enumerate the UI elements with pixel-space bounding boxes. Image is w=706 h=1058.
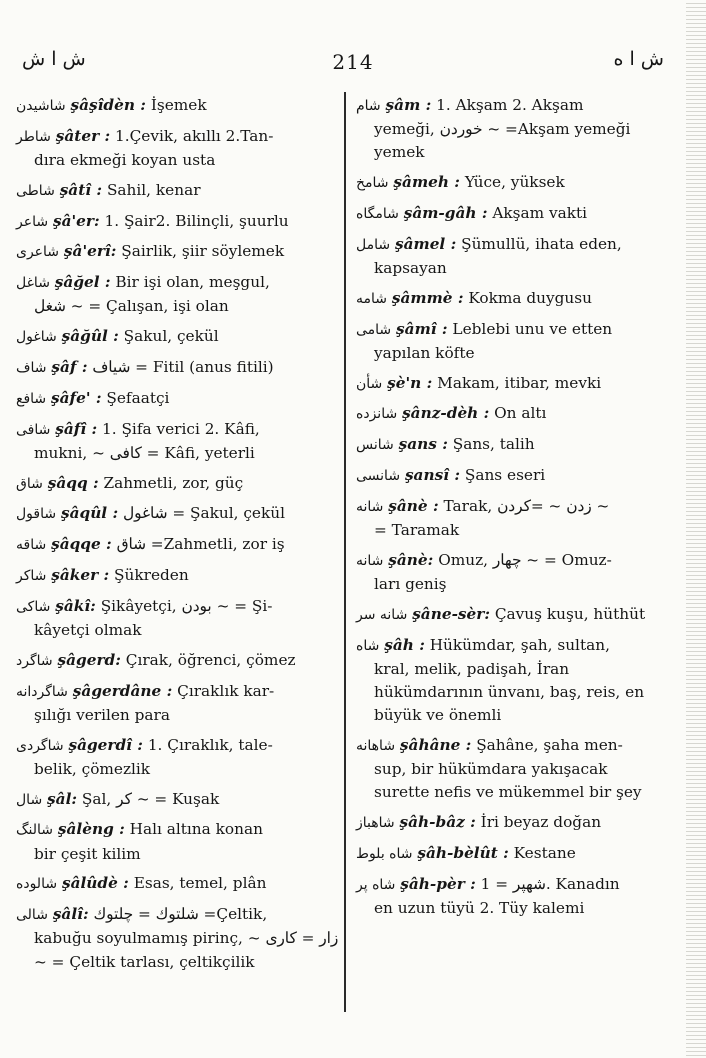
entry-definition-continued: bir çeşit kilim bbox=[34, 844, 141, 863]
entry-transliteration: şâfe' : bbox=[51, 388, 102, 407]
entry-definition-continued: kabuğu soyulmamış pirinç, ~ زار = كارى ~ = Çeltik tarlası, çeltikçilik bbox=[34, 929, 339, 971]
entry-definition: شاغول = Şakul, çekül bbox=[122, 504, 285, 523]
dictionary-entry bbox=[356, 464, 662, 488]
entry-definition-continued: dıra ekmeği koyan usta bbox=[34, 151, 216, 169]
left-column bbox=[16, 94, 340, 980]
entry-transliteration: şâh-bèlût : bbox=[417, 843, 509, 862]
entry-definition: Sahil, kenar bbox=[106, 180, 201, 199]
entry-definition: Çırak, öğrenci, çömez bbox=[125, 650, 296, 669]
entry-transliteration: şâlèng : bbox=[57, 820, 125, 839]
entry-transliteration: şâh-pèr : bbox=[400, 874, 476, 893]
entry-definition: Şefaatçi bbox=[106, 388, 170, 407]
entry-transliteration: şansî : bbox=[404, 465, 460, 484]
entry-persian-word: شاطى bbox=[16, 182, 55, 199]
entry-definition: Makam, itibar, mevki bbox=[437, 373, 602, 392]
entry-definition: Bir işi olan, meşgul, bbox=[115, 273, 270, 292]
dictionary-entry bbox=[16, 502, 340, 526]
entry-definition: İşemek bbox=[150, 96, 207, 114]
entry-definition: Kestane bbox=[513, 843, 576, 862]
entry-definition: Akşam vakti bbox=[492, 204, 588, 222]
entry-definition-continued: kral, melik, padişah, İran hükümdarının ünvanı, baş, reis, en büyük ve önemli bbox=[374, 659, 645, 725]
dictionary-entry bbox=[356, 549, 662, 596]
entry-persian-word: شاقول bbox=[16, 506, 57, 523]
entry-transliteration: şâqq : bbox=[47, 473, 99, 492]
entry-transliteration: şâtî : bbox=[59, 180, 103, 199]
dictionary-entry bbox=[16, 872, 340, 896]
entry-transliteration: şè'n : bbox=[387, 373, 433, 392]
dictionary-entry bbox=[16, 94, 340, 118]
entry-definition: Şahâne, şaha men- bbox=[476, 735, 623, 754]
entry-persian-word: شال bbox=[16, 791, 43, 808]
dictionary-entry bbox=[16, 564, 340, 588]
dictionary-entry bbox=[356, 233, 662, 280]
entry-persian-word: شاگردانه bbox=[16, 683, 68, 700]
entry-definition-continued: belik, çömezlik bbox=[34, 759, 151, 778]
entry-definition: Hükümdar, şah, sultan, bbox=[429, 635, 610, 654]
entry-definition: 1. Akşam 2. Akşam bbox=[436, 96, 584, 114]
entry-persian-word: شاشيدن bbox=[16, 98, 66, 114]
entry-definition-continued: kapsayan bbox=[374, 259, 447, 277]
entry-transliteration: şâqqe : bbox=[51, 535, 112, 554]
entry-persian-word: شامه bbox=[356, 290, 388, 307]
entry-definition: Zahmetli, zor, güç bbox=[103, 473, 244, 492]
entry-definition-continued: en uzun tüyü 2. Tüy kalemi bbox=[374, 898, 585, 917]
entry-definition: Esas, temel, plân bbox=[133, 874, 267, 893]
dictionary-entry bbox=[356, 171, 662, 195]
entry-definition: Halı altına konan bbox=[129, 820, 263, 839]
entry-transliteration: şânz-dèh : bbox=[402, 404, 490, 423]
entry-definition: شياف = Fitil (anus fitili) bbox=[92, 357, 274, 376]
entry-transliteration: şâf : bbox=[51, 357, 88, 376]
dictionary-entry bbox=[356, 734, 662, 805]
dictionary-entry bbox=[356, 603, 662, 627]
entry-persian-word: شاگرد bbox=[16, 652, 53, 669]
dictionary-entry bbox=[16, 680, 340, 727]
entry-transliteration: şâmmè : bbox=[391, 288, 464, 307]
entry-transliteration: şâmeh : bbox=[393, 173, 460, 192]
entry-definition: Leblebi unu ve etten bbox=[452, 319, 613, 338]
entry-transliteration: şâm : bbox=[385, 96, 432, 114]
entry-persian-word: شاغل bbox=[16, 275, 50, 292]
dictionary-entry bbox=[16, 418, 340, 465]
entry-persian-word: شامل bbox=[356, 236, 391, 253]
entry-persian-word: شالوده bbox=[16, 876, 58, 893]
entry-persian-word: شاعر bbox=[16, 213, 49, 230]
entry-persian-word: شاه بلوط bbox=[356, 845, 413, 862]
entry-definition: Şal, كر ~ = Kuşak bbox=[81, 789, 220, 808]
entry-transliteration: şâşîdèn : bbox=[70, 96, 146, 114]
entry-definition-continued: شغل ~ = Çalışan, işi olan bbox=[34, 297, 229, 316]
entry-transliteration: şâfî : bbox=[55, 419, 98, 438]
entry-persian-word: شانه bbox=[356, 552, 384, 569]
entry-transliteration: şâmel : bbox=[394, 234, 457, 253]
entry-definition: Çavuş kuşu, hüthüt bbox=[494, 604, 646, 623]
entry-definition: İri beyaz doğan bbox=[480, 813, 602, 832]
entry-persian-word: شاهباز bbox=[356, 815, 395, 832]
entry-persian-word: شأن bbox=[356, 375, 383, 392]
dictionary-entry bbox=[356, 94, 662, 165]
page-edge bbox=[686, 0, 706, 1058]
entry-persian-word: شاه bbox=[356, 637, 380, 654]
column-divider bbox=[344, 92, 346, 1012]
dictionary-entry bbox=[16, 903, 340, 974]
entry-transliteration: şâh-bâz : bbox=[399, 813, 476, 832]
entry-persian-word: شاكى bbox=[16, 598, 51, 615]
dictionary-entry bbox=[16, 387, 340, 411]
entry-persian-word: شاف bbox=[16, 359, 47, 376]
dictionary-entry bbox=[16, 788, 340, 812]
dictionary-entry bbox=[16, 734, 340, 781]
entry-definition-continued: mukni, ~ كافى = Kâfi, yeterli bbox=[34, 443, 255, 462]
entry-persian-word: شافع bbox=[16, 390, 47, 407]
entry-definition-continued: şılığı verilen para bbox=[34, 705, 170, 724]
entry-persian-word: شاق bbox=[16, 475, 43, 492]
entry-persian-word: شانس bbox=[356, 437, 394, 454]
entry-transliteration: şâ'er: bbox=[52, 211, 100, 230]
entry-persian-word: شامگاه bbox=[356, 206, 399, 222]
entry-transliteration: şâl: bbox=[47, 789, 78, 808]
entry-definition: Şümullü, ihata eden, bbox=[461, 234, 622, 253]
entry-persian-word: شاهانه bbox=[356, 737, 396, 754]
entry-transliteration: şâ'erî: bbox=[63, 242, 117, 261]
entry-persian-word: شاكر bbox=[16, 567, 47, 584]
entry-persian-word: شام bbox=[356, 98, 381, 114]
entry-persian-word: شامخ bbox=[356, 175, 389, 192]
entry-persian-word: شاقه bbox=[16, 537, 47, 554]
page-number: 214 bbox=[332, 50, 374, 74]
entry-definition: شلتوك = چلتوك =Çeltik, bbox=[93, 905, 268, 924]
entry-transliteration: şâgerdî : bbox=[68, 735, 143, 754]
dictionary-entry bbox=[356, 287, 662, 311]
entry-definition: Omuz, چهار ~ = Omuz- bbox=[438, 550, 612, 569]
entry-transliteration: şâh : bbox=[384, 635, 425, 654]
entry-transliteration: şâlûdè : bbox=[61, 874, 129, 893]
entry-persian-word: شافى bbox=[16, 421, 51, 438]
entry-persian-word: شالى bbox=[16, 907, 48, 924]
entry-definition: شاق =Zahmetli, zor iş bbox=[116, 535, 285, 554]
dictionary-entry bbox=[356, 811, 662, 835]
dictionary-entry bbox=[16, 325, 340, 349]
dictionary-entry bbox=[16, 472, 340, 496]
page-header bbox=[0, 48, 706, 82]
entry-transliteration: şâkî: bbox=[55, 596, 96, 615]
dictionary-entry bbox=[356, 372, 662, 396]
entry-definition-continued: ları geniş bbox=[374, 574, 447, 593]
dictionary-entry bbox=[16, 210, 340, 234]
entry-definition: Kokma duygusu bbox=[468, 288, 592, 307]
entry-definition-continued: yapılan köfte bbox=[374, 343, 475, 362]
dictionary-entry bbox=[356, 842, 662, 866]
entry-transliteration: şâker : bbox=[51, 565, 110, 584]
dictionary-entry bbox=[356, 634, 662, 728]
dictionary-entry bbox=[356, 318, 662, 365]
entry-definition-continued: = Taramak bbox=[374, 520, 460, 539]
entry-definition-continued: yemeği, خوردن ~ =Akşam yemeği yemek bbox=[374, 120, 631, 162]
entry-persian-word: شانزده bbox=[356, 406, 398, 423]
entry-transliteration: şâgerd: bbox=[57, 650, 121, 669]
entry-transliteration: şâhâne : bbox=[399, 735, 472, 754]
dictionary-entry bbox=[16, 356, 340, 380]
dictionary-entry bbox=[16, 649, 340, 673]
entry-persian-word: شانه bbox=[356, 498, 384, 515]
entry-definition: 1. Şair2. Bilinçli, şuurlu bbox=[104, 211, 289, 230]
entry-transliteration: şâğel : bbox=[54, 273, 111, 292]
dictionary-entry bbox=[16, 595, 340, 642]
entry-transliteration: şâqûl : bbox=[60, 504, 119, 523]
dictionary-entry bbox=[356, 202, 662, 226]
entry-definition: Şikâyetçi, بودن ~ = Şi- bbox=[100, 596, 273, 615]
entry-persian-word: شاه پر bbox=[356, 876, 396, 893]
entry-persian-word: شاطر bbox=[16, 128, 51, 145]
entry-persian-word: شاگردى bbox=[16, 737, 64, 754]
entry-persian-word: شاعرى bbox=[16, 244, 60, 261]
entry-transliteration: şâm-gâh : bbox=[403, 204, 488, 222]
entry-definition: Şükreden bbox=[114, 565, 189, 584]
entry-transliteration: şâğûl : bbox=[61, 327, 119, 346]
entry-transliteration: şâlî: bbox=[52, 905, 89, 924]
entry-persian-word: شاغول bbox=[16, 329, 57, 346]
entry-transliteration: şâter : bbox=[55, 126, 111, 145]
entry-transliteration: şâmî : bbox=[396, 319, 448, 338]
dictionary-entry bbox=[356, 433, 662, 457]
entry-definition: Şakul, çekül bbox=[123, 327, 219, 346]
entry-persian-word: شانسى bbox=[356, 467, 401, 484]
entry-persian-word: شالنگ bbox=[16, 822, 54, 839]
section-letters-right: ش ا ه bbox=[613, 48, 664, 70]
entry-transliteration: şâne-sèr: bbox=[412, 604, 490, 623]
dictionary-entry bbox=[16, 125, 340, 172]
dictionary-entry bbox=[16, 818, 340, 865]
entry-definition: Yüce, yüksek bbox=[464, 173, 565, 192]
entry-definition-continued: sup, bir hükümdara yakışacak surette nefis ve mükemmel bir şey bbox=[374, 760, 642, 802]
dictionary-entry bbox=[356, 873, 662, 920]
entry-transliteration: şâgerdâne : bbox=[72, 681, 173, 700]
entry-definition: Şans eseri bbox=[464, 465, 546, 484]
entry-persian-word: شانه سر bbox=[356, 606, 408, 623]
entry-definition: On altı bbox=[494, 404, 547, 423]
entry-persian-word: شامى bbox=[356, 321, 392, 338]
entry-transliteration: şânè: bbox=[388, 550, 434, 569]
dictionary-entry bbox=[16, 271, 340, 318]
entry-definition: 1.Çevik, akıllı 2.Tan- bbox=[114, 126, 274, 145]
entry-definition: Şairlik, şiir söylemek bbox=[121, 242, 285, 261]
entry-definition: Şans, talih bbox=[452, 435, 535, 454]
entry-definition: 1. Çıraklık, tale- bbox=[147, 735, 273, 754]
entry-definition: شهپر = 1. Kanadın bbox=[480, 874, 620, 893]
dictionary-entry bbox=[356, 402, 662, 426]
entry-transliteration: şânè : bbox=[388, 496, 439, 515]
entry-definition: 1. Şifa verici 2. Kâfi, bbox=[102, 419, 260, 438]
section-letters-left: ش ا ش bbox=[22, 48, 86, 70]
dictionary-entry bbox=[16, 533, 340, 557]
entry-definition: Tarak, زدن ~ =كردن ~ bbox=[443, 496, 610, 515]
entry-transliteration: şans : bbox=[398, 435, 448, 454]
entry-definition: Çıraklık kar- bbox=[177, 681, 275, 700]
dictionary-entry bbox=[356, 495, 662, 542]
dictionary-entry bbox=[16, 179, 340, 203]
dictionary-entry bbox=[16, 240, 340, 264]
entry-definition-continued: kâyetçi olmak bbox=[34, 620, 142, 639]
right-column bbox=[356, 94, 662, 927]
